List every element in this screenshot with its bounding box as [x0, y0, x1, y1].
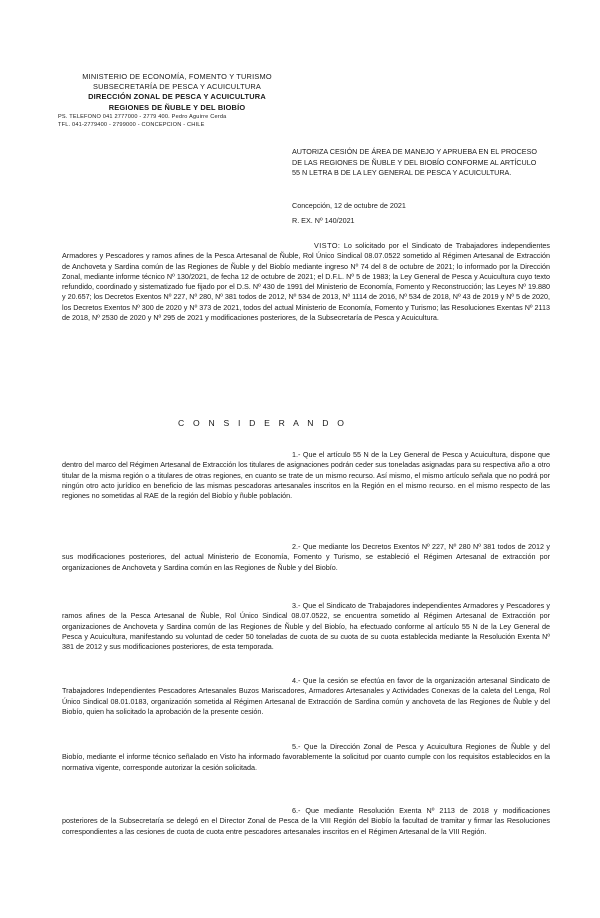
letterhead — [58, 72, 292, 129]
visto-section — [62, 241, 550, 323]
visto-label: VISTO: — [314, 241, 341, 250]
address-line-2: TFL. 041-2779400 - 2799000 - CONCEPCION - CHILE — [58, 121, 205, 128]
considerando-paragraph-3: 3.- Que el Sindicato de Trabajadores independientes Armadores y Pescadores y ramos afines de la Pesca Artesanal de Ñuble, Rol Único Sindical 08.07.0522, se encuentra sometido al Régimen Artesanal de Extracción por organizaciones de Anchoveta y Sardina común de las Regiones de Ñuble y del Biobío, ha efectuado conforme al artículo 55 N de la Ley General de Pesca y Acuicultura, manifestando su voluntad de ceder 50 toneladas de cuota de su cuota de su cuota establecida mediante la Resolución Exenta Nº 381 de 2012 y sus modificaciones posteriores, de esta temporada. — [62, 601, 550, 652]
directorate-name: DIRECCIÓN ZONAL DE PESCA Y ACUICULTURA — [88, 92, 266, 102]
subsecretariat-name: SUBSECRETARÍA DE PESCA Y ACUICULTURA — [92, 82, 262, 92]
resolution-date: Concepción, 12 de octubre de 2021 — [292, 201, 406, 210]
ministry-name: MINISTERIO DE ECONOMÍA, FOMENTO Y TURISMO — [82, 72, 272, 81]
resolution-title: AUTORIZA CESIÓN DE ÁREA DE MANEJO Y APRUEBA EN EL PROCESO DE LAS REGIONES DE ÑUBLE Y DEL BIOBÍO CONFORME AL ARTÍCULO 55 N LETRA B DE LA LEY GENERAL DE PESCA Y ACUICULTURA. — [292, 147, 537, 178]
visto-text: Lo solicitado por el Sindicato de Trabajadores independientes Armadores y Pescadores y ramos afines de la Pesca Artesanal de Ñuble, Rol Único Sindical 08.07.0522 sometido al Régimen Artesanal de Extracción de Anchoveta y Sardina común de las Regiones de Ñuble y del Biobío mediante ingreso Nº 74 del 8 de octubre de 2021; lo informado por la Dirección Zonal, mediante informe técnico Nº 130/2021, de fecha 12 de octubre de 2021; el D.F.L. Nº 5 de 1983; la Ley General de Pesca y Acuicultura cuyo texto refundido, coordinado y sistematizado fue fijado por el D.S. Nº 430 de 1991 del Ministerio de Economía, Fomento y Reconstrucción; las Leyes Nº 19.880 y 20.657; los Decretos Exentos Nº 227, Nº 280, Nº 381 todos de 2012, Nº 534 de 2013, Nº 1114 de 2016, Nº 534 de 2018, Nº 43 de 2019 y Nº 5 de 2020, los Decretos Exentos Nº 300 de 2020 y Nº 373 de 2021, todos del actual Ministerio de Economía, Fomento y Turismo; las Resoluciones Exentas Nº 2113 de 2018, Nº 2530 de 2020 y Nº 295 de 2021 y modificaciones posteriores, de la Subsecretaría de Pesca y Acuicultura. — [62, 241, 550, 323]
considerando-paragraph-2: 2.- Que mediante los Decretos Exentos Nº 227, Nº 280 Nº 381 todos de 2012 y sus modificaciones posteriores, del actual Ministerio de Economía, Fomento y Turismo, se estableció el Régimen Artesanal de extracción por organizaciones de Anchoveta y Sardina común en las Regiones de Ñuble y del Biobío. — [62, 542, 550, 572]
considerando-heading: C O N S I D E R A N D O — [178, 418, 348, 428]
considerando-paragraph-1: 1.- Que el artículo 55 N de la Ley General de Pesca y Acuicultura, dispone que dentro del marco del Régimen Artesanal de Extracción los titulares de asignaciones podrán ceder sus toneladas asignadas para su respectiva año a otro titular de la misma región o a titulares de otras regiones, en cuanto se trate de un mismo recurso. Así mismo, el mismo artículo señala que no podrá por ningún otro acto jurídico en beneficio de las mismas pescadoras artesanales inscritos en la Región en el mismo recurso. en el mismo respecto de las regiones no sometidas al RAE de la región del Biobío y ñuble población. — [62, 450, 550, 501]
considerando-paragraph-4: 4.- Que la cesión se efectúa en favor de la organización artesanal Sindicato de Trabajadores Independientes Pescadores Artesanales Buzos Mariscadores, Armadores Artesanales y Actividades Conexas de la caleta del Lenga, Rol Único Sindical 08.01.0183, organización sometida al Régimen Artesanal de Extracción de Sardina común y anchoveta de las Regiones de Ñuble y del Biobío, quien ha solicitado la aprobación de la presente cesión. — [62, 676, 550, 716]
address-line-1: PS. TELEFONO 041 2777000 - 2779 400. Pedro Aguirre Cerda — [58, 113, 227, 120]
considerando-paragraph-6: 6.- Que mediante Resolución Exenta Nº 2113 de 2018 y modificaciones posteriores de la Subsecretaría se delegó en el Director Zonal de Pesca de la VIII Región del Biobío la facultad de tramitar y firmar las Resoluciones correspondientes a las cesiones de cuota de cuota entre pescadores artesanales inscritos en el Régimen Artesanal de la VIII Región. — [62, 806, 550, 836]
regions-name: REGIONES DE ÑUBLE Y DEL BIOBÍO — [108, 102, 246, 112]
considerando-paragraph-5: 5.- Que la Dirección Zonal de Pesca y Acuicultura Regiones de Ñuble y del Biobío, mediante el informe técnico señalado en Visto ha informado favorablemente la solicitud por cuanto cumple con los requisitos establecidos en la normativa vigente, corresponde autorizar la cesión solicitada. — [62, 742, 550, 772]
resolution-number: R. EX. Nº 140/2021 — [292, 216, 355, 225]
